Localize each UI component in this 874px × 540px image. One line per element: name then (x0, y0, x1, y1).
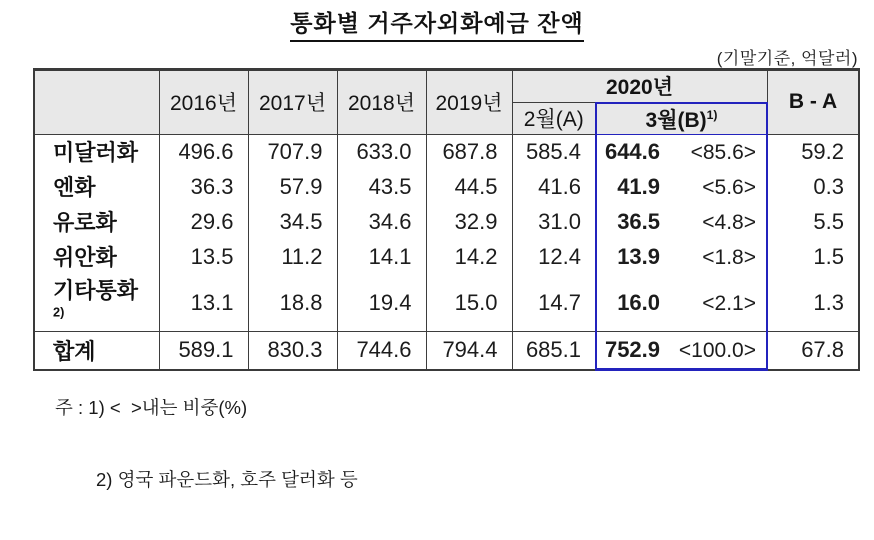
cell-eur-feb: 31.0 (512, 204, 596, 239)
footnote-1: 주 : 1) < >내는 비중(%) (55, 397, 248, 418)
title-wrap (0, 0, 874, 42)
cell-cny-2017: 11.2 (248, 239, 337, 274)
cell-usd-2017: 707.9 (248, 134, 337, 169)
row-label-usd: 미달러화 (34, 134, 159, 169)
row-label-jpy: 엔화 (34, 169, 159, 204)
corner-header-cell (34, 70, 159, 135)
cell-usd-2019: 687.8 (426, 134, 512, 169)
cell-usd-2016: 496.6 (159, 134, 248, 169)
cell-eur-diff: 5.5 (767, 204, 859, 239)
cell-total-diff: 67.8 (767, 332, 859, 370)
cell-usd-share: <85.6> (690, 140, 757, 164)
cell-total-share: <100.0> (678, 339, 757, 362)
cell-cny-diff: 1.5 (767, 239, 859, 274)
deposits-table (33, 68, 860, 371)
cell-total-2016: 589.1 (159, 332, 248, 370)
cell-other-diff: 1.3 (767, 274, 859, 332)
cell-eur-2017: 34.5 (248, 204, 337, 239)
column-header-feb: 2월(A) (512, 103, 596, 135)
table-row-cny (34, 239, 859, 274)
table-row-jpy (34, 169, 859, 204)
cell-eur-share: <4.8> (702, 210, 757, 234)
footnote-marker-1: 1) (706, 107, 718, 122)
cell-other-share: <2.1> (702, 291, 757, 315)
column-header-mar-label: 3월(B) (645, 108, 707, 132)
cell-jpy-2017: 57.9 (248, 169, 337, 204)
column-header-2019: 2019년 (426, 70, 512, 135)
cell-jpy-feb: 41.6 (512, 169, 596, 204)
page-title: 통화별 거주자외화예금 잔액 (290, 5, 583, 42)
cell-total-feb: 685.1 (512, 332, 596, 370)
cell-other-2018: 19.4 (337, 274, 426, 332)
cell-total-2018: 744.6 (337, 332, 426, 370)
table-row-usd (34, 134, 859, 169)
cell-total-mar: 752.9 <100.0> (596, 332, 767, 370)
row-label-eur: 유로화 (34, 204, 159, 239)
cell-usd-feb: 585.4 (512, 134, 596, 169)
cell-cny-share: <1.8> (702, 245, 757, 269)
cell-cny-2018: 14.1 (337, 239, 426, 274)
cell-usd-mar: 644.6 <85.6> (596, 134, 767, 169)
cell-total-2019: 794.4 (426, 332, 512, 370)
column-header-diff: B - A (767, 70, 859, 135)
cell-other-2016: 13.1 (159, 274, 248, 332)
cell-jpy-mar: 41.9 <5.6> (596, 169, 767, 204)
cell-total-2017: 830.3 (248, 332, 337, 370)
row-label-other: 기타통화$^{2)}$ (34, 274, 159, 332)
cell-jpy-2019: 44.5 (426, 169, 512, 204)
cell-eur-2019: 32.9 (426, 204, 512, 239)
cell-other-2017: 18.8 (248, 274, 337, 332)
cell-jpy-2016: 36.3 (159, 169, 248, 204)
cell-jpy-diff: 0.3 (767, 169, 859, 204)
cell-eur-mar: 36.5 <4.8> (596, 204, 767, 239)
cell-eur-2018: 34.6 (337, 204, 426, 239)
column-header-2016: 2016년 (159, 70, 248, 135)
footnotes (55, 348, 358, 540)
table-row-other (34, 274, 859, 332)
cell-other-2019: 15.0 (426, 274, 512, 332)
cell-cny-feb: 12.4 (512, 239, 596, 274)
column-header-2017: 2017년 (248, 70, 337, 135)
cell-jpy-2018: 43.5 (337, 169, 426, 204)
column-header-mar (596, 103, 767, 135)
cell-other-feb: 14.7 (512, 274, 596, 332)
cell-cny-2019: 14.2 (426, 239, 512, 274)
footnote-marker-2: 2) (53, 304, 65, 320)
column-header-2020: 2020년 (512, 70, 767, 103)
unit-note: (기말기준, 억달러) (716, 49, 858, 68)
cell-jpy-share: <5.6> (702, 175, 757, 199)
row-label-cny: 위안화 (34, 239, 159, 274)
cell-other-mar: 16.0 <2.1> (596, 274, 767, 332)
table-row-eur (34, 204, 859, 239)
column-header-2018: 2018년 (337, 70, 426, 135)
footnote-2: 2) 영국 파운드화, 호주 달러화 등 (96, 469, 358, 490)
cell-cny-mar: 13.9 <1.8> (596, 239, 767, 274)
cell-eur-2016: 29.6 (159, 204, 248, 239)
cell-usd-diff: 59.2 (767, 134, 859, 169)
row-label-total: 합계 (34, 332, 159, 370)
cell-usd-2018: 633.0 (337, 134, 426, 169)
cell-cny-2016: 13.5 (159, 239, 248, 274)
